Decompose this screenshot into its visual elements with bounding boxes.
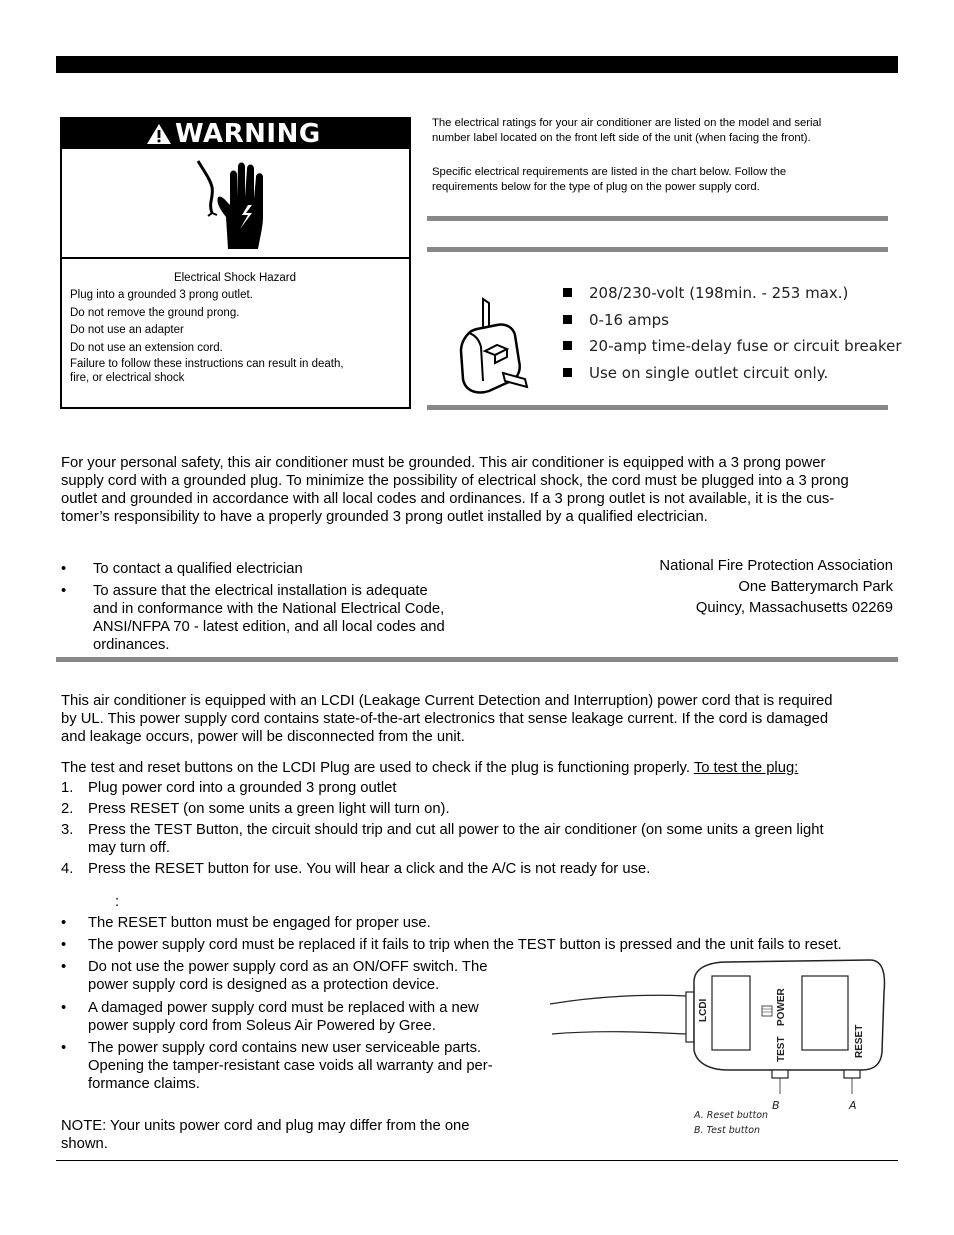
warning-line: fire, or electrical shock <box>70 372 185 385</box>
ratings-line: Specific electrical requirements are listed in the chart below. Follow the <box>432 166 787 178</box>
electric-shock-hand-icon <box>190 157 280 253</box>
hazard-title: Electrical Shock Hazard <box>173 272 297 284</box>
warning-text <box>70 270 400 385</box>
requirements-list <box>563 284 902 394</box>
caption-test: B. Test button <box>694 1125 761 1136</box>
shock-hazard-panel <box>62 149 409 259</box>
bullet-icon: • <box>61 915 67 931</box>
ratings-line: number label located on the front left side of the unit (when facing the front). <box>432 132 811 144</box>
test-intro: The test and reset buttons on the LCDI Plug are used to check if the plug is functioning properly. To test the plug: <box>61 760 799 776</box>
callout-b: B <box>772 1099 780 1112</box>
divider <box>427 216 888 221</box>
requirement-item: 0-16 amps <box>563 311 669 329</box>
paragraph-line: outlet and grounded in accordance with all local codes and ordinances. If a 3 prong outlet is not available, it is the cus- <box>61 491 835 507</box>
lcdi-intro: This air conditioner is equipped with an LCDI (Leakage Current Detection and Interruption) power cord that is required by UL. This power supply cord contains state-of-the-art electronics that sense leakage current. If the cord is damaged and leakage occurs, power will be disconnected from the unit. <box>61 693 833 745</box>
test-label: TEST <box>776 1036 787 1062</box>
paragraph-line: supply cord with a grounded plug. To minimize the possibility of electrical shock, the cord must be plugged into a 3 prong <box>61 473 849 489</box>
bullet-icon: • <box>61 1000 67 1016</box>
ratings-paragraph-1 <box>432 116 892 146</box>
bullet-icon: • <box>61 1040 67 1056</box>
divider <box>427 405 888 410</box>
lcdi-notes: • The RESET button must be engaged for proper use. • The power supply cord must be replaced if it fails to trip when the TEST button is pressed and the unit fails to reset. • Do not use the power supply cord as an ON/OFF switch. The power supply cord is designed as a protection device. • A damaged power supply cord must be replaced with a new power supply cord from Soleus Air Powered by Gree. • The power supply cord contains new user serviceable parts. Opening the tamper-resistant case voids all warranty and per- formance claims. <box>61 915 842 1092</box>
paragraph-line: For your personal safety, this air conditioner must be grounded. This air conditioner is equipped with a 3 prong power <box>61 455 826 471</box>
bullet-icon: • <box>61 561 67 577</box>
warning-header <box>62 119 409 149</box>
bullet-icon: • <box>61 937 67 953</box>
power-label: POWER <box>776 988 787 1026</box>
callout-a: A <box>849 1099 857 1112</box>
warning-triangle-icon <box>146 123 172 145</box>
nfpa-address: National Fire Protection Association One Batterymarch Park Quincy, Massachusetts 02269 <box>659 558 893 616</box>
divider <box>427 247 888 252</box>
test-plug-heading: To test the plug: <box>693 760 799 776</box>
test-steps: 1. Plug power cord into a grounded 3 prong outlet 2. Press RESET (on some units a green light will turn on). 3. Press the TEST Button, the circuit should trip and cut all power to the air conditioner (on some units a green light may turn off. 4. Press the RESET button for use. You will hear a click and the A/C is not ready for use. <box>61 780 824 877</box>
bullet-icon: • <box>61 959 67 975</box>
warning-title: WARNING <box>175 119 321 149</box>
header-bar <box>56 56 898 73</box>
square-bullet-icon <box>563 315 572 324</box>
indicator-light-icon <box>762 1006 772 1016</box>
requirement-item: 20-amp time-delay fuse or circuit breaker <box>563 337 902 355</box>
ratings-line: The electrical ratings for your air conditioner are listed on the model and serial <box>432 117 822 129</box>
square-bullet-icon <box>563 368 572 377</box>
section-divider <box>56 657 898 662</box>
ratings-paragraph-2 <box>432 165 892 195</box>
plug-note: NOTE: Your units power cord and plug may differ from the one shown. <box>61 1118 470 1152</box>
grounding-bullets: • To contact a qualified electrician • To assure that the electrical installation is adequate and in conformance with the National Electrical Code, ANSI/NFPA 70 - latest edition, and all local codes and ordinances. <box>61 561 445 653</box>
ratings-line: requirements below for the type of plug on the power supply cord. <box>432 181 760 193</box>
warning-line: Do not use an extension cord. <box>70 341 223 354</box>
three-prong-plug-icon <box>455 295 535 399</box>
warning-line: Do not remove the ground prong. <box>70 306 240 319</box>
lcdi-label: LCDI <box>698 998 709 1022</box>
warning-line: Failure to follow these instructions can result in death, <box>70 358 344 371</box>
footer-line <box>56 1160 898 1161</box>
requirement-item: 208/230-volt (198min. - 253 max.) <box>563 284 848 302</box>
requirement-item: Use on single outlet circuit only. <box>563 364 828 382</box>
caption-reset: A. Reset button <box>694 1110 769 1121</box>
warning-line: Do not use an adapter <box>70 324 184 337</box>
lcdi-plug-figure <box>548 952 893 1142</box>
paragraph-line: tomer’s responsibility to have a properly grounded 3 prong outlet installed by a qualified electrician. <box>61 509 708 525</box>
bullet-icon: • <box>61 583 67 599</box>
reset-label: RESET <box>854 1024 865 1058</box>
square-bullet-icon <box>563 341 572 350</box>
notes-colon: : <box>115 894 120 910</box>
warning-line: Plug into a grounded 3 prong outlet. <box>70 289 253 302</box>
grounding-paragraph <box>61 454 901 526</box>
square-bullet-icon <box>563 288 572 297</box>
